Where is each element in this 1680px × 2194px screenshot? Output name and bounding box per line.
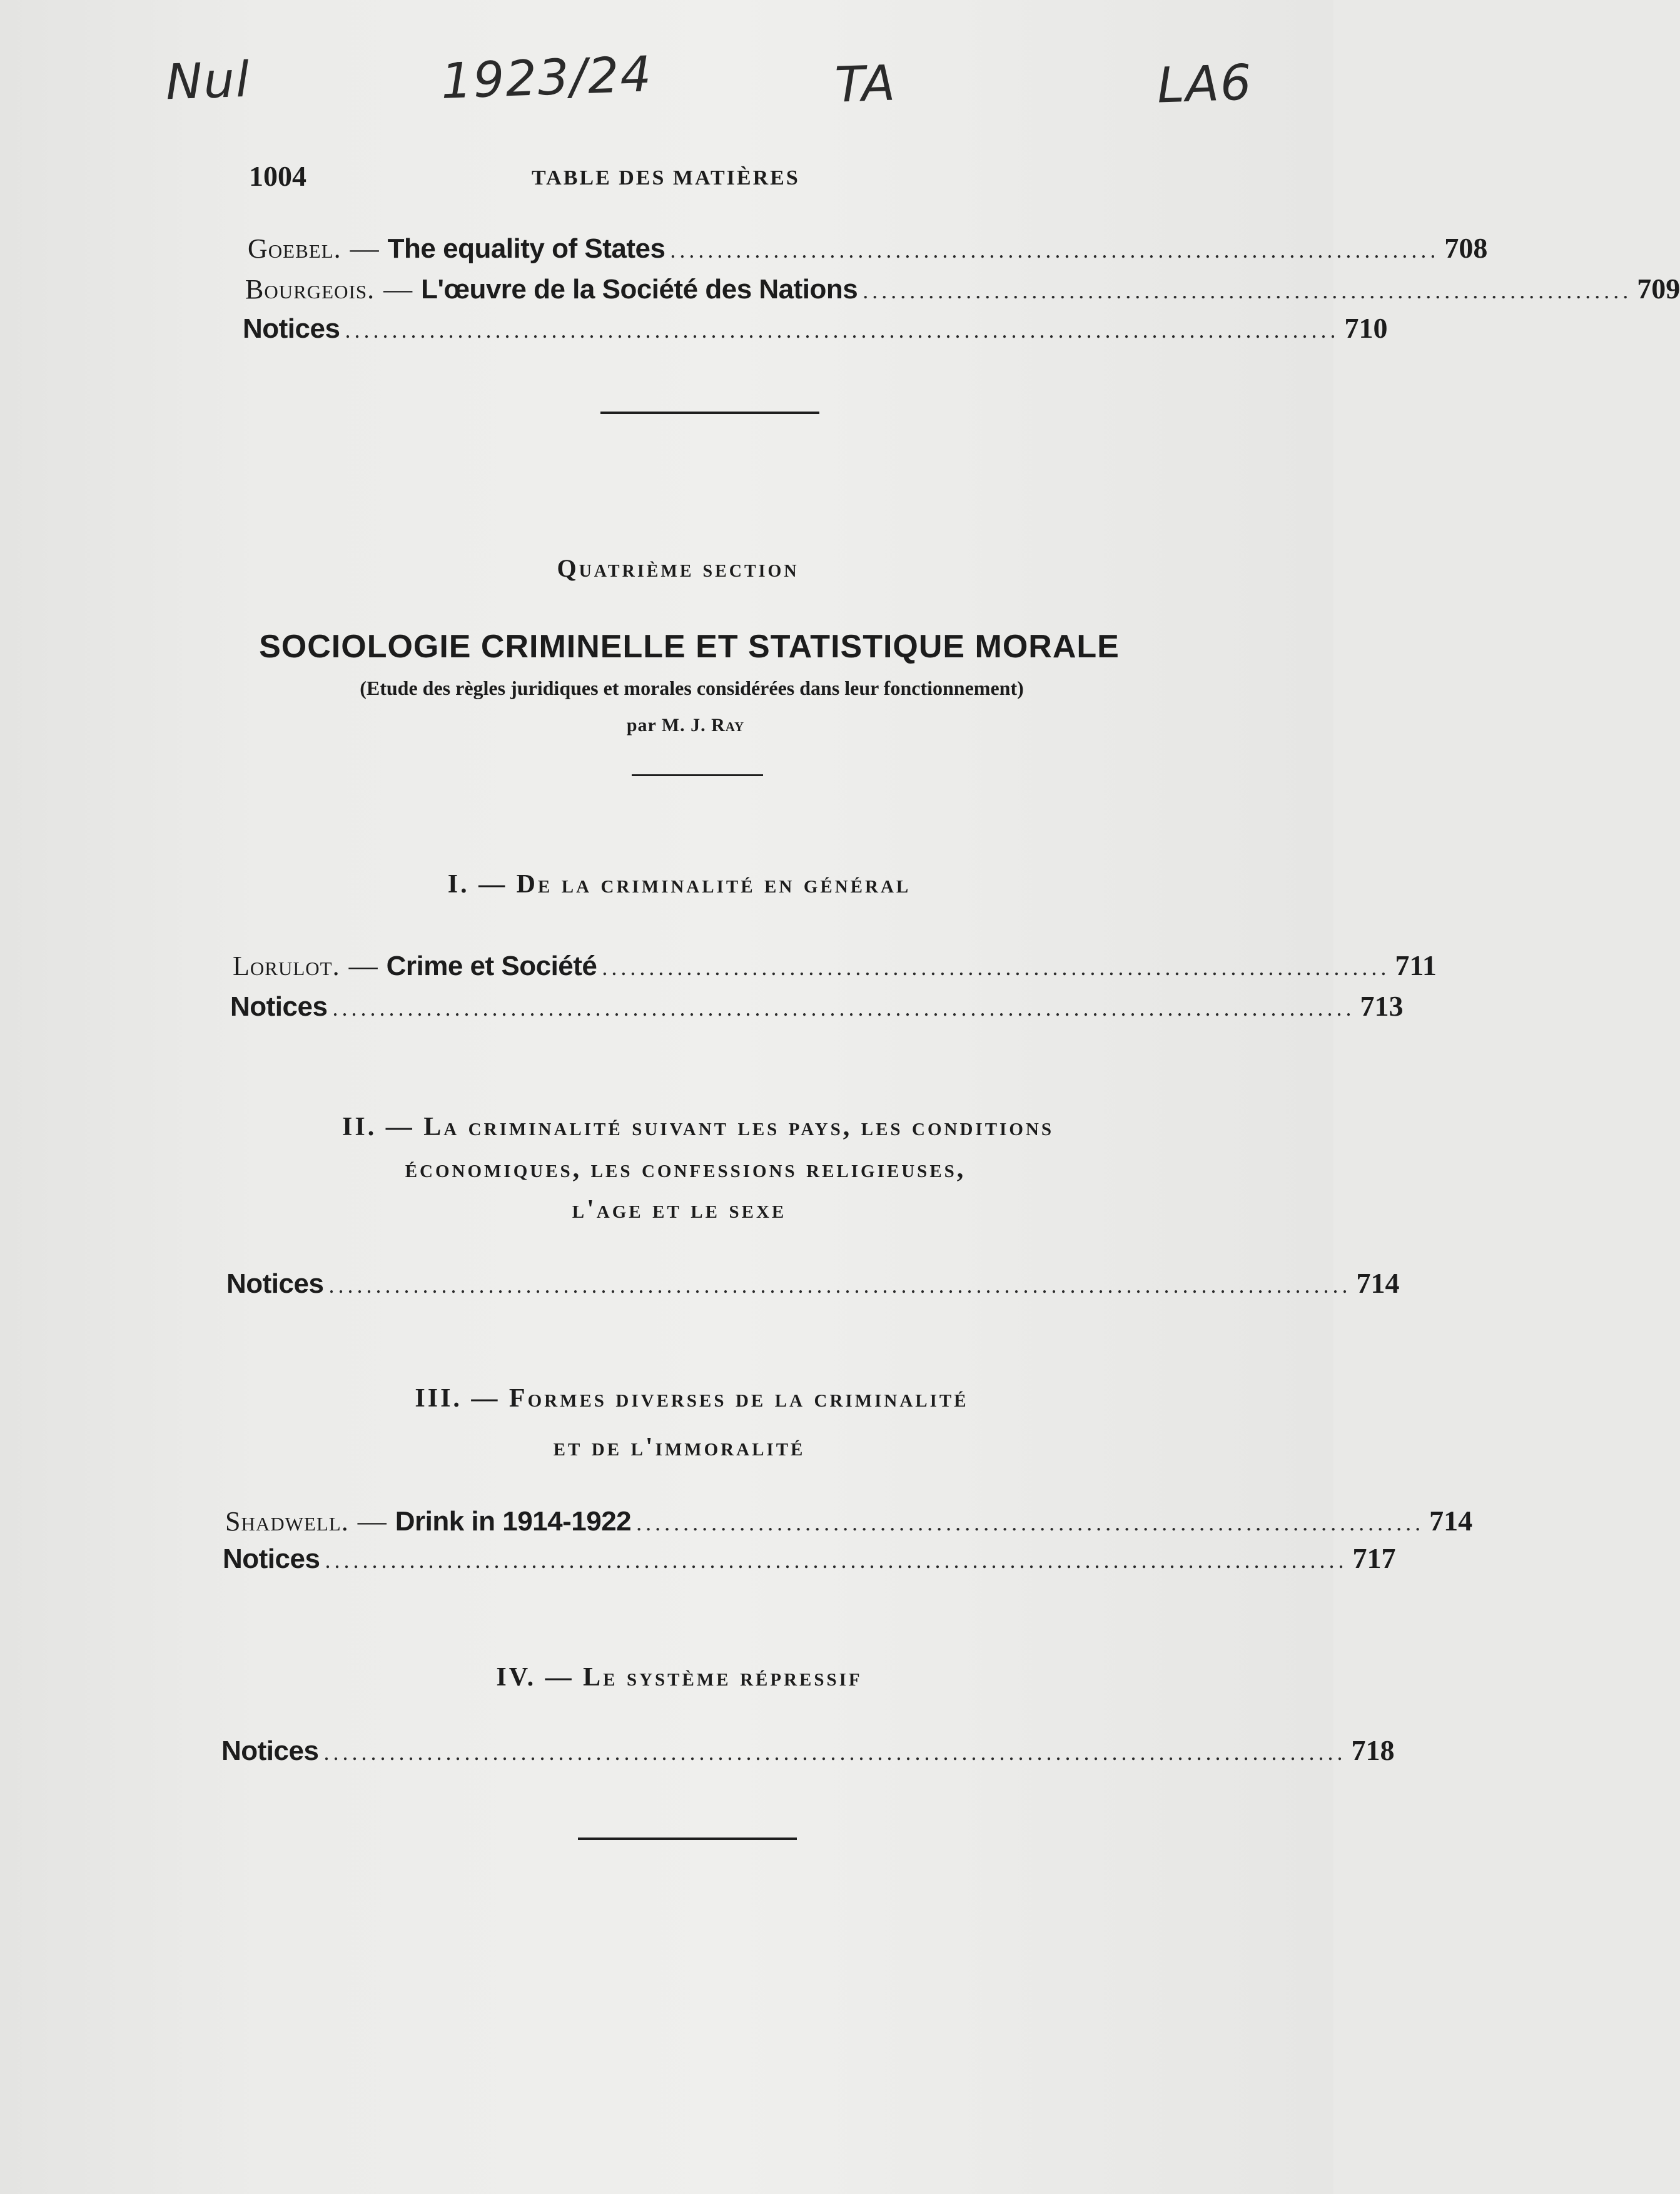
subsection-heading: I. — De la criminalité en général	[447, 870, 911, 899]
entry-page: 714	[1429, 1505, 1473, 1537]
toc-entry	[245, 272, 1680, 305]
leader-dots: ..................................................................................	[863, 278, 1632, 303]
entry-author: Lorulot.	[233, 951, 340, 981]
entry-page: 713	[1360, 990, 1404, 1022]
entry-title: Notices	[230, 991, 328, 1022]
entry-dash: —	[350, 232, 379, 264]
entry-dash: —	[383, 273, 413, 305]
toc-entry	[226, 1266, 1400, 1300]
toc-entry	[230, 989, 1404, 1023]
handwritten-note-center-left: 1923/24	[440, 46, 654, 110]
running-head: TABLE DES MATIÈRES	[532, 166, 800, 190]
section-byline	[0, 715, 1352, 736]
leader-dots: ..........................................................................................................	[345, 318, 1340, 343]
page-number: 1004	[249, 160, 306, 192]
subsection-heading-line: et de l'immoralité	[553, 1433, 806, 1462]
short-rule	[632, 774, 763, 776]
byline-name: Ray	[711, 715, 745, 736]
toc-entry	[248, 231, 1488, 265]
leader-dots: ..................................................................................	[670, 238, 1440, 263]
end-rule	[578, 1838, 797, 1840]
toc-entry	[223, 1542, 1396, 1575]
entry-title: Notices	[243, 313, 340, 344]
leader-dots: .............................................................................................................	[332, 996, 1355, 1021]
entry-page: 711	[1395, 949, 1437, 981]
entry-title: Crime et Société	[386, 951, 597, 981]
subsection-heading-line: économiques, les confessions religieuses,	[405, 1155, 966, 1183]
entry-author: Shadwell.	[225, 1506, 349, 1537]
entry-author: Bourgeois.	[245, 274, 375, 305]
leader-dots: .............................................................................................................	[328, 1273, 1352, 1298]
entry-dash: —	[348, 949, 378, 981]
handwritten-note-left: Nul	[164, 51, 251, 111]
toc-entry	[225, 1504, 1473, 1537]
leader-dots: .............................................................................................................	[323, 1740, 1347, 1765]
entry-page: 708	[1444, 232, 1488, 264]
section-divider	[600, 412, 819, 414]
entry-page: 717	[1352, 1542, 1396, 1574]
leader-dots: ....................................................................................	[602, 955, 1390, 980]
subsection-heading: IV. — Le système répressif	[496, 1663, 863, 1692]
entry-author: Goebel.	[248, 233, 342, 264]
entry-dash: —	[357, 1505, 387, 1537]
toc-entry	[233, 949, 1437, 982]
leader-dots: .............................................................................................................	[325, 1548, 1348, 1573]
handwritten-note-center-right: TA	[834, 55, 898, 114]
entry-title: The equality of States	[387, 233, 665, 264]
section-subtitle: (Etude des règles juridiques et morales considérées dans leur fonctionnement)	[360, 677, 1024, 699]
handwritten-note-right: LA6	[1156, 54, 1253, 114]
entry-page: 709	[1637, 273, 1680, 305]
entry-page: 710	[1344, 312, 1388, 344]
section-title: SOCIOLOGIE CRIMINELLE ET STATISTIQUE MORALE	[259, 629, 1120, 665]
subsection-heading: III. — Formes diverses de la criminalité	[415, 1384, 969, 1413]
entry-title: Notices	[223, 1544, 320, 1574]
entry-title: Drink in 1914-1922	[395, 1506, 632, 1537]
leader-dots: ....................................................................................	[636, 1510, 1425, 1535]
subsection-heading: II. — La criminalité suivant les pays, les conditions	[342, 1113, 1054, 1141]
entry-title: Notices	[226, 1268, 324, 1299]
entry-page: 714	[1356, 1267, 1400, 1299]
toc-entry	[221, 1734, 1395, 1767]
entry-page: 718	[1351, 1734, 1395, 1766]
entry-title: Notices	[221, 1736, 319, 1766]
section-label: Quatrième section	[557, 554, 799, 582]
byline-prefix: par M. J.	[626, 715, 706, 736]
subsection-heading-line: l'age et le sexe	[572, 1195, 787, 1224]
entry-title: L'œuvre de la Société des Nations	[421, 274, 858, 305]
toc-entry	[243, 311, 1388, 345]
